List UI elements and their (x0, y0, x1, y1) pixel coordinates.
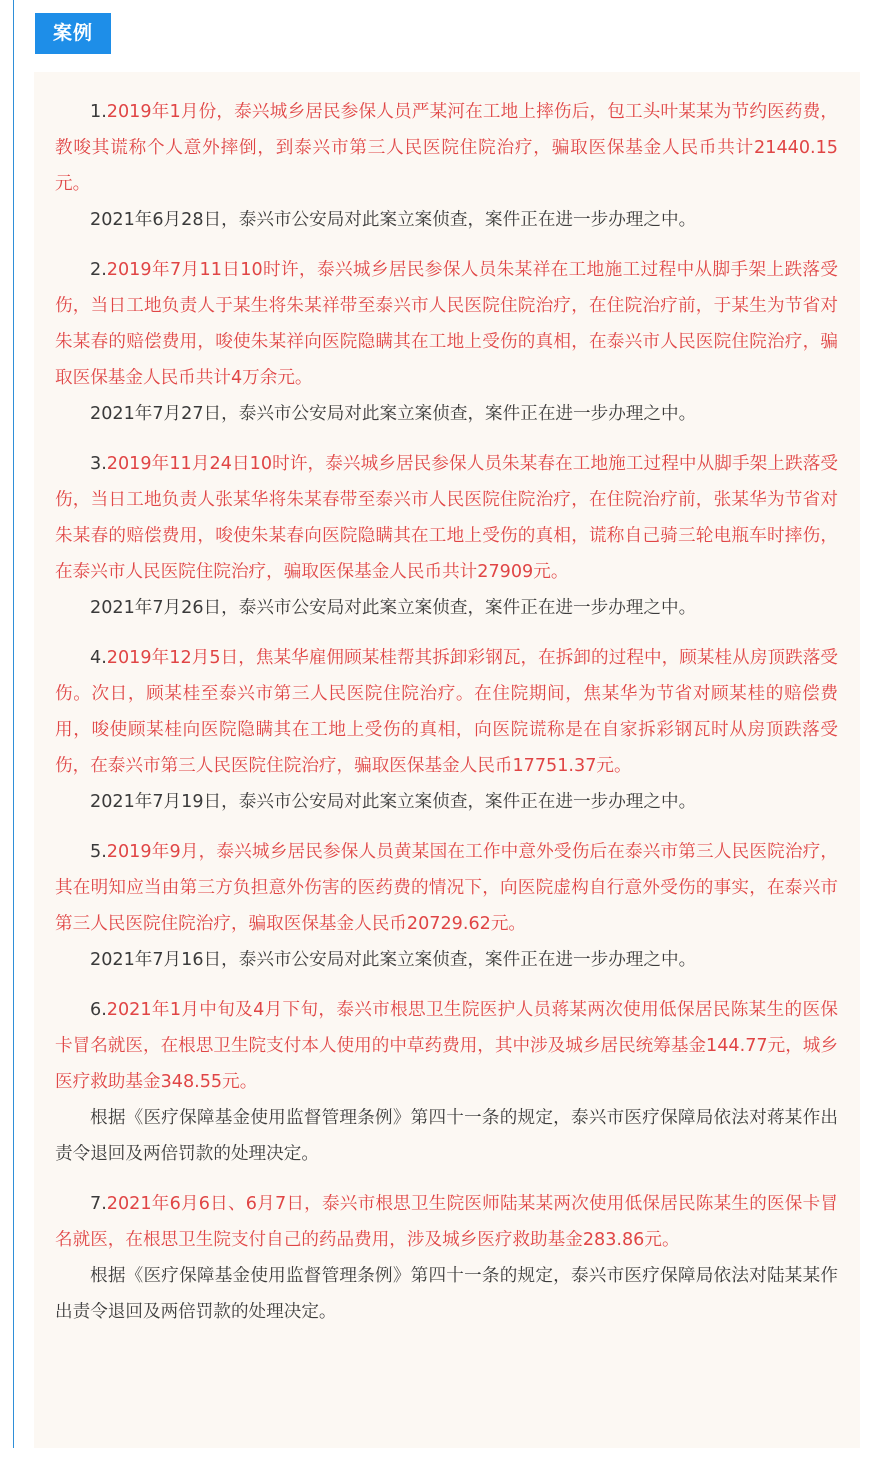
case-description-text: 2019年7月11日10时许，泰兴城乡居民参保人员朱某祥在工地施工过程中从脚手架上跌落受伤，当日工地负责人于某生将朱某祥带至泰兴市人民医院住院治疗，在住院治疗前，于某生为节省对朱某春的赔偿费用，唆使朱某祥向医院隐瞒其在工地上受伤的真相，在泰兴市人民医院住院治疗，骗取医保基金人民币共计4万余元。 (55, 260, 838, 388)
case-description (55, 94, 838, 202)
case-outcome: 根据《医疗保障基金使用监督管理条例》第四十一条的规定，泰兴市医疗保障局依法对蒋某作出责令退回及两倍罚款的处理决定。 (55, 1108, 838, 1164)
case-number: 6. (90, 1000, 107, 1020)
case-number: 1. (90, 102, 107, 122)
case-description (55, 446, 838, 590)
case-description-text: 2019年1月份，泰兴城乡居民参保人员严某河在工地上摔伤后，包工头叶某某为节约医药费，教唆其谎称个人意外摔倒，到泰兴市第三人民医院住院治疗，骗取医保基金人民币共计21440.15元。 (55, 102, 838, 194)
case-outcome: 根据《医疗保障基金使用监督管理条例》第四十一条的规定，泰兴市医疗保障局依法对陆某某作出责令退回及两倍罚款的处理决定。 (55, 1266, 838, 1322)
case-item (55, 94, 838, 238)
case-number: 5. (90, 842, 107, 862)
case-item (55, 992, 838, 1172)
case-outcome: 2021年7月19日，泰兴市公安局对此案立案侦查，案件正在进一步办理之中。 (90, 792, 697, 812)
case-item (55, 1186, 838, 1330)
case-description (55, 1186, 838, 1258)
case-outcome: 2021年7月26日，泰兴市公安局对此案立案侦查，案件正在进一步办理之中。 (90, 598, 697, 618)
case-number: 2. (90, 260, 107, 280)
case-list (55, 94, 838, 1330)
case-item (55, 640, 838, 820)
case-item (55, 446, 838, 626)
case-outcome: 2021年7月27日，泰兴市公安局对此案立案侦查，案件正在进一步办理之中。 (90, 404, 697, 424)
case-outcome: 2021年7月16日，泰兴市公安局对此案立案侦查，案件正在进一步办理之中。 (90, 950, 697, 970)
case-number: 7. (90, 1194, 107, 1214)
left-accent-rule (13, 0, 14, 1448)
case-description (55, 992, 838, 1100)
case-description (55, 640, 838, 784)
case-number: 3. (90, 454, 107, 474)
case-description-text: 2021年1月中旬及4月下旬，泰兴市根思卫生院医护人员蒋某两次使用低保居民陈某生的医保卡冒名就医，在根思卫生院支付本人使用的中草药费用，其中涉及城乡居民统筹基金144.77元，城乡医疗救助基金348.55元。 (55, 1000, 838, 1092)
case-outcome: 2021年6月28日，泰兴市公安局对此案立案侦查，案件正在进一步办理之中。 (90, 210, 697, 230)
case-item (55, 834, 838, 978)
case-item (55, 252, 838, 432)
case-number: 4. (90, 648, 107, 668)
case-description-text: 2019年12月5日，焦某华雇佣顾某桂帮其拆卸彩钢瓦，在拆卸的过程中，顾某桂从房顶跌落受伤。次日，顾某桂至泰兴市第三人民医院住院治疗。在住院期间，焦某华为节省对顾某桂的赔偿费用，唆使顾某桂向医院隐瞒其在工地上受伤的真相，向医院谎称是在自家拆彩钢瓦时从房顶跌落受伤，在泰兴市第三人民医院住院治疗，骗取医保基金人民币17751.37元。 (55, 648, 838, 776)
case-list-panel (34, 72, 860, 1448)
case-description-text: 2021年6月6日、6月7日，泰兴市根思卫生院医师陆某某两次使用低保居民陈某生的医保卡冒名就医，在根思卫生院支付自己的药品费用，涉及城乡医疗救助基金283.86元。 (55, 1194, 838, 1250)
case-description-text: 2019年9月，泰兴城乡居民参保人员黄某国在工作中意外受伤后在泰兴市第三人民医院治疗，其在明知应当由第三方负担意外伤害的医药费的情况下，向医院虚构自行意外受伤的事实，在泰兴市第三人民医院住院治疗，骗取医保基金人民币20729.62元。 (55, 842, 838, 934)
case-description-text: 2019年11月24日10时许，泰兴城乡居民参保人员朱某春在工地施工过程中从脚手架上跌落受伤，当日工地负责人张某华将朱某春带至泰兴市人民医院住院治疗，在住院治疗前，张某华为节省对朱某春的赔偿费用，唆使朱某春向医院隐瞒其在工地上受伤的真相，谎称自己骑三轮电瓶车时摔伤，在泰兴市人民医院住院治疗，骗取医保基金人民币共计27909元。 (55, 454, 838, 582)
case-description (55, 252, 838, 396)
section-title-badge: 案例 (35, 13, 111, 54)
case-description (55, 834, 838, 942)
